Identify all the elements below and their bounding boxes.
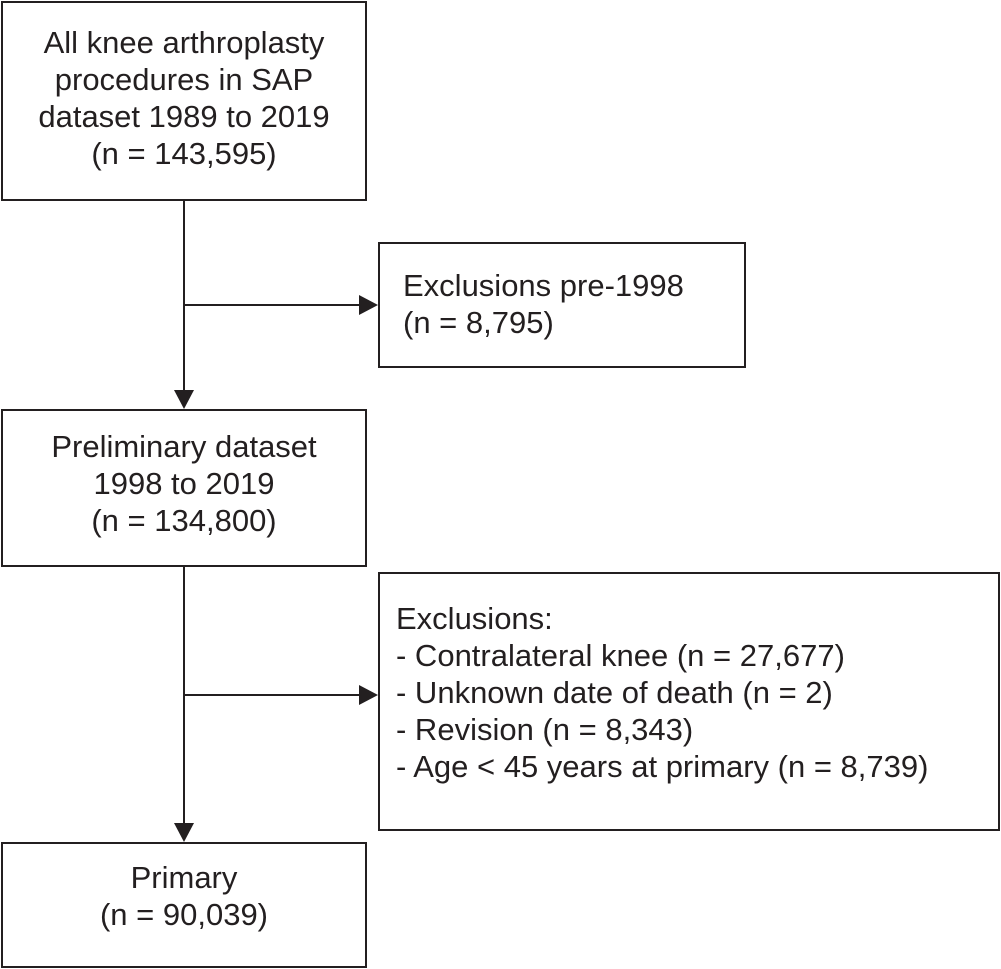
box-excl1-line-1: Exclusions pre-1998 (403, 268, 684, 303)
box-excl2-item-unknown-death: - Unknown date of death (n = 2) (396, 675, 833, 710)
box-exclusions (378, 572, 1000, 831)
box-all-procedures (1, 1, 367, 201)
box-all-count: (n = 143,595) (91, 136, 277, 171)
box-exclusions-pre1998 (378, 242, 746, 368)
box-all-line-2: procedures in SAP (54, 62, 314, 97)
box-excl2-item-revision: - Revision (n = 8,343) (396, 712, 694, 747)
arrowhead-right-exclusions-pre1998 (359, 295, 378, 315)
box-excl2-item-contralateral: - Contralateral knee (n = 27,677) (396, 638, 845, 673)
box-excl2-item-age: - Age < 45 years at primary (n = 8,739) (396, 749, 929, 784)
box-prelim-count: (n = 134,800) (91, 503, 277, 538)
box-prelim-line-1: Preliminary dataset (51, 429, 317, 464)
box-primary-count: (n = 90,039) (99, 897, 269, 932)
box-primary (1, 842, 367, 968)
box-primary-line-1: Primary (130, 860, 238, 895)
box-all-line-3: dataset 1989 to 2019 (38, 99, 330, 134)
box-preliminary-dataset (1, 409, 367, 567)
arrowhead-right-exclusions (359, 685, 378, 705)
arrowhead-down-preliminary (174, 390, 194, 409)
box-excl1-count: (n = 8,795) (403, 305, 554, 340)
arrowhead-down-primary (174, 823, 194, 842)
box-prelim-line-2: 1998 to 2019 (93, 466, 275, 501)
box-excl2-heading: Exclusions: (396, 601, 553, 636)
box-all-line-1: All knee arthroplasty (43, 25, 325, 60)
